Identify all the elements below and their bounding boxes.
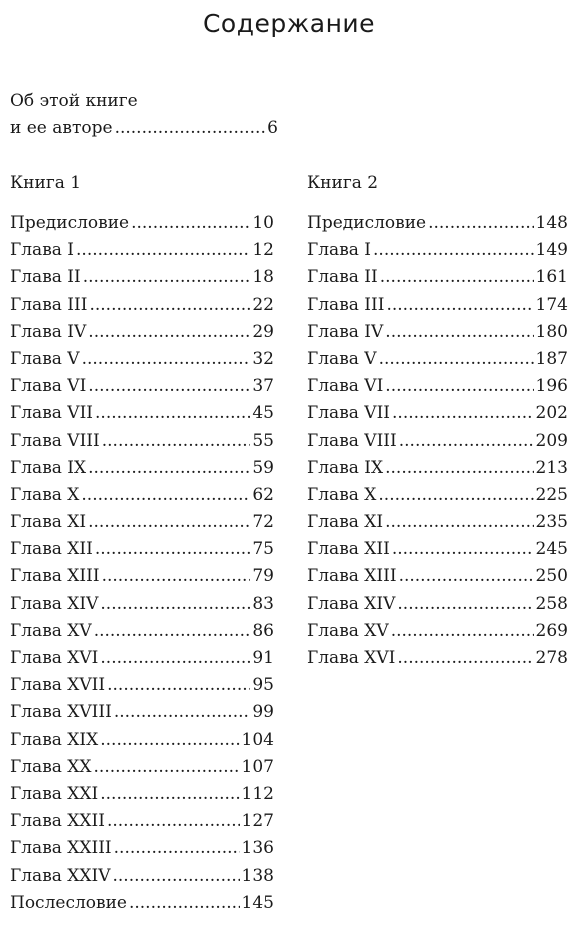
page-number: 62: [252, 484, 274, 505]
page-number: 258: [535, 593, 568, 614]
page-number: 91: [252, 648, 274, 668]
dot-leader: [397, 645, 533, 672]
toc-entry-label: Глава XVI: [307, 648, 396, 668]
toc-entry-label: Глава XXI: [10, 783, 99, 804]
toc-entry-label: Глава I: [307, 240, 372, 261]
toc-entry[interactable]: [307, 264, 568, 291]
toc-entry[interactable]: [10, 536, 274, 563]
toc-entry[interactable]: [10, 563, 274, 590]
page-number: 79: [252, 566, 274, 587]
toc-entry-label: Глава XIX: [10, 729, 99, 750]
page-number: 37: [252, 376, 274, 397]
page-number: 32: [252, 348, 274, 369]
page-number: 112: [241, 783, 274, 804]
book1-heading: Книга 1: [10, 173, 82, 193]
page-number: 29: [252, 321, 274, 342]
dot-leader: [100, 781, 239, 808]
dot-leader: [83, 264, 251, 291]
dot-leader: [94, 618, 251, 645]
dot-leader: [428, 210, 533, 237]
toc-entry[interactable]: [307, 563, 568, 590]
toc-entry[interactable]: [10, 428, 274, 455]
toc-entry-label: Глава XIV: [307, 593, 396, 614]
dot-leader: [88, 319, 250, 346]
toc-entry[interactable]: [10, 319, 274, 346]
toc-entry-label: Глава II: [307, 267, 378, 288]
toc-entry-label: Глава XII: [10, 539, 93, 560]
toc-entry[interactable]: [10, 890, 274, 917]
page-number: 83: [252, 593, 274, 614]
page-number: 59: [252, 457, 274, 478]
toc-entry-label: Глава XX: [10, 756, 92, 777]
toc-entry-label: Предисловие: [10, 213, 130, 233]
toc-entry[interactable]: [307, 591, 568, 618]
dot-leader: [379, 346, 534, 373]
page-title: Содержание: [202, 9, 376, 38]
page-number: 269: [535, 620, 568, 641]
toc-entry[interactable]: [10, 591, 274, 618]
dot-leader: [100, 727, 239, 754]
toc-entry[interactable]: [307, 455, 568, 482]
toc-entry[interactable]: [307, 237, 568, 264]
toc-entry-label: Глава IV: [307, 321, 384, 342]
page-number: 250: [535, 566, 568, 587]
toc-entry-label: Глава V: [10, 348, 80, 369]
toc-entry-label: Глава X: [10, 484, 80, 505]
toc-entry[interactable]: [307, 645, 568, 672]
page-number: 225: [535, 484, 568, 505]
toc-entry-label: Глава IX: [307, 457, 384, 478]
book2-column: [307, 170, 568, 672]
toc-entry-label: Глава XVIII: [10, 702, 112, 723]
toc-entry-label: Глава IX: [10, 457, 87, 478]
toc-entry[interactable]: [307, 373, 568, 400]
dot-leader: [380, 264, 534, 291]
toc-entry[interactable]: [307, 319, 568, 346]
toc-entry-label: Глава III: [10, 294, 88, 315]
toc-entry[interactable]: [10, 754, 274, 781]
page-number: 209: [535, 430, 568, 451]
dot-leader: [88, 373, 250, 400]
dot-leader: [100, 645, 250, 672]
page-number: 202: [535, 403, 568, 424]
toc-entry-label: Глава VII: [10, 403, 94, 424]
toc-entry-label: Глава VI: [307, 376, 384, 397]
toc-entry-label: Глава XIII: [10, 566, 100, 587]
dot-leader: [114, 699, 251, 726]
toc-entry-label: Глава VIII: [10, 430, 100, 451]
toc-entry-label: Глава V: [307, 348, 377, 369]
toc-entry-label: Предисловие: [307, 213, 427, 233]
dot-leader: [131, 210, 250, 237]
dot-leader: [107, 808, 240, 835]
toc-entry[interactable]: [10, 292, 274, 319]
page-number: 12: [252, 240, 274, 261]
dot-leader: [399, 563, 534, 590]
toc-entry-label: Глава XII: [307, 539, 390, 560]
dot-leader: [94, 754, 240, 781]
toc-entry[interactable]: [10, 699, 274, 726]
dot-leader: [385, 319, 533, 346]
toc-entry-label: Глава XV: [307, 620, 389, 641]
page-number: 196: [535, 376, 568, 397]
page-number: 22: [252, 294, 274, 315]
toc-entry[interactable]: [10, 863, 274, 890]
toc-entry-label: Глава I: [10, 240, 75, 261]
page-number: 18: [252, 267, 274, 288]
dot-leader: [115, 115, 266, 142]
about-entry-label: и ее авторе: [10, 118, 113, 138]
page-number: 145: [241, 892, 274, 913]
toc-entry[interactable]: [10, 482, 274, 509]
toc-entry[interactable]: [10, 509, 274, 536]
toc-entry-label: Глава XIV: [10, 593, 99, 614]
dot-leader: [129, 890, 240, 917]
toc-entry-label: Глава XVII: [10, 675, 106, 696]
dot-leader: [378, 482, 533, 509]
toc-entry[interactable]: [307, 509, 568, 536]
toc-entry[interactable]: [307, 346, 568, 373]
dot-leader: [397, 591, 533, 618]
dot-leader: [89, 292, 250, 319]
toc-entry[interactable]: [10, 672, 274, 699]
page-number: 136: [241, 838, 274, 859]
dot-leader: [88, 455, 250, 482]
toc-entry-label: Глава IV: [10, 321, 87, 342]
dot-leader: [107, 672, 250, 699]
book1-column: [10, 170, 274, 917]
toc-entry[interactable]: [307, 210, 568, 237]
toc-entry[interactable]: [10, 455, 274, 482]
page-number: 148: [535, 213, 568, 233]
toc-entry-label: Глава XXII: [10, 811, 105, 832]
toc-entry[interactable]: [10, 210, 274, 237]
book2-heading: Книга 2: [307, 173, 379, 193]
about-entry-line1: Об этой книге: [10, 91, 138, 111]
dot-leader: [82, 346, 251, 373]
dot-leader: [95, 536, 251, 563]
toc-entry-label: Глава XV: [10, 620, 92, 641]
book2-entries: [307, 210, 568, 672]
page-number: 278: [535, 648, 568, 668]
toc-entry-label: Глава III: [307, 294, 385, 315]
dot-leader: [76, 237, 250, 264]
dot-leader: [88, 509, 250, 536]
dot-leader: [100, 591, 250, 618]
page-number: 127: [241, 811, 274, 832]
page-number: 138: [241, 865, 274, 886]
book1-entries: [10, 210, 274, 917]
page-number: 86: [252, 620, 274, 641]
dot-leader: [102, 563, 251, 590]
toc-entry[interactable]: [10, 264, 274, 291]
dot-leader: [392, 536, 534, 563]
page-number: 104: [241, 729, 274, 750]
toc-entry-label: Глава XXIII: [10, 838, 112, 859]
toc-entry[interactable]: [307, 536, 568, 563]
toc-entry[interactable]: [307, 482, 568, 509]
dot-leader: [113, 863, 240, 890]
page-number: 55: [252, 430, 274, 451]
dot-leader: [81, 482, 250, 509]
dot-leader: [386, 292, 533, 319]
page-number: 180: [535, 321, 568, 342]
toc-entry-label: Глава XIII: [307, 566, 397, 587]
toc-entry-label: Глава VII: [307, 403, 391, 424]
about-entry-line2: [10, 115, 278, 142]
toc-entry[interactable]: [10, 781, 274, 808]
dot-leader: [114, 835, 240, 862]
page-number: 75: [252, 539, 274, 560]
toc-entry-label: Глава II: [10, 267, 81, 288]
toc-entry[interactable]: [10, 645, 274, 672]
toc-entry[interactable]: [307, 618, 568, 645]
toc-entry[interactable]: [10, 373, 274, 400]
page-number: 149: [535, 240, 568, 261]
toc-entry[interactable]: [10, 346, 274, 373]
toc-entry[interactable]: [10, 400, 274, 427]
toc-entry[interactable]: [10, 808, 274, 835]
page-number: 99: [252, 702, 274, 723]
page-number: 245: [535, 539, 568, 560]
page-number: 10: [252, 213, 274, 233]
toc-entry[interactable]: [10, 237, 274, 264]
toc-entry[interactable]: [307, 428, 568, 455]
toc-entry-label: Глава VIII: [307, 430, 397, 451]
toc-entry[interactable]: [10, 618, 274, 645]
dot-leader: [385, 373, 533, 400]
toc-entry[interactable]: [307, 292, 568, 319]
toc-entry-label: Послесловие: [10, 892, 127, 913]
toc-entry-label: Глава VI: [10, 376, 87, 397]
page-number: 6: [267, 118, 278, 138]
page-number: 107: [241, 756, 274, 777]
about-entry[interactable]: [10, 88, 278, 142]
page-number: 45: [252, 403, 274, 424]
page-number: 161: [535, 267, 568, 288]
page-number: 95: [252, 675, 274, 696]
toc-entry-label: Глава XI: [10, 512, 87, 533]
toc-entry-label: Глава XI: [307, 512, 384, 533]
toc-entry-label: Глава XVI: [10, 648, 99, 668]
toc-entry[interactable]: [10, 727, 274, 754]
dot-leader: [102, 428, 251, 455]
toc-entry-label: Глава XXIV: [10, 865, 111, 886]
page-number: 187: [535, 348, 568, 369]
toc-entry[interactable]: [10, 835, 274, 862]
dot-leader: [385, 455, 533, 482]
dot-leader: [385, 509, 533, 536]
toc-entry[interactable]: [307, 400, 568, 427]
page-number: 72: [252, 512, 274, 533]
dot-leader: [391, 618, 534, 645]
toc-entry-label: Глава X: [307, 484, 377, 505]
dot-leader: [95, 400, 250, 427]
page-number: 213: [535, 457, 568, 478]
page-number: 235: [535, 512, 568, 533]
page-number: 174: [535, 294, 568, 315]
dot-leader: [373, 237, 534, 264]
dot-leader: [399, 428, 534, 455]
dot-leader: [392, 400, 534, 427]
